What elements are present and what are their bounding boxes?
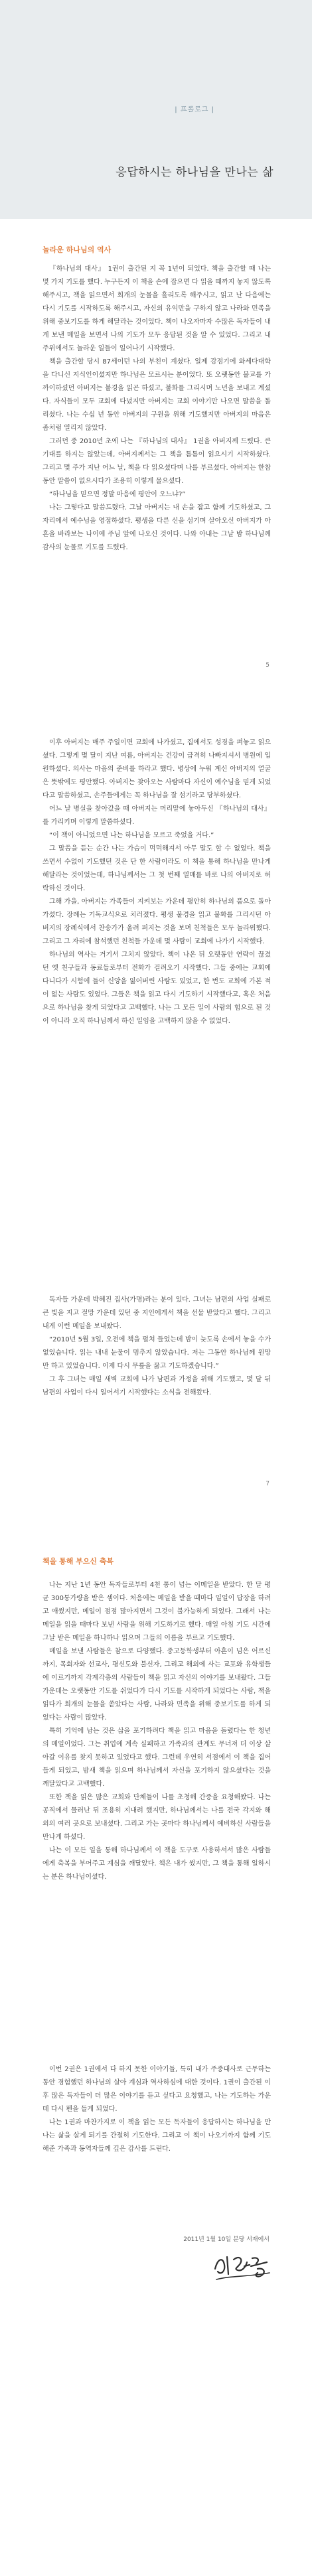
closing-date-place: 2011년 1월 10일 분당 서재에서 bbox=[183, 2236, 270, 2243]
section-heading-2: 책을 통해 부으신 축복 bbox=[42, 1557, 114, 1566]
paragraph: 이번 2권은 1권에서 다 하지 못한 이야기들, 특히 내가 주중대사로 근무하는 동안 경험했던 하나님의 살아 계심과 역사하심에 대한 것이다. 1권이 출간된 이후 많은 독자들이 더 많은 이야기를 듣고 싶다고 요청했고, 나는 기도하는 가운데 다시 펜을 들게 되었다. bbox=[42, 2066, 271, 2113]
quote-paragraph: “2010년 5월 3일, 오전에 책을 펼쳐 들었는데 밤이 늦도록 손에서 놓을 수가 없었습니다. 읽는 내내 눈물이 멈추지 않았습니다. 저는 그동안 하나님께 원망만 하고 있었습니다. 이제 다시 무릎을 꿇고 기도하겠습니다.” bbox=[42, 1336, 271, 1370]
paragraph: 이후 아버지는 매주 주일이면 교회에 나가셨고, 집에서도 성경을 펴놓고 읽으셨다. 그렇게 몇 달이 지난 여름, 아버지는 건강이 급격히 나빠지셔서 병원에 입원하셨다. 의사는 마음의 준비를 하라고 했다. 병상에 누워 계신 아버지의 얼굴은 뜻밖에도 평안했다. 아버지는 찾아오는 사람마다 자신이 예수님을 믿게 되었다고 말씀하셨고, 손주들에게는 꼭 하나님을 잘 섬기라고 당부하셨다. bbox=[42, 739, 271, 799]
paragraph: 특히 기억에 남는 것은 삶을 포기하려다 책을 읽고 마음을 돌렸다는 한 청년의 메일이었다. 그는 취업에 계속 실패하고 가족과의 관계도 무너져 더 이상 살아갈 이유를 찾지 못하고 있었다고 했다. 그런데 우연히 서점에서 이 책을 집어 들게 되었고, 밤새 책을 읽으며 하나님께서 자신을 포기하지 않으셨다는 것을 깨달았다고 고백했다. bbox=[42, 1728, 271, 1788]
paragraph: 나는 1권과 마찬가지로 이 책을 읽는 모든 독자들이 응답하시는 하나님을 만나는 삶을 살게 되기를 간절히 기도한다. 그리고 이 책이 나오기까지 함께 기도해준 가족과 동역자들께 깊은 감사를 드린다. bbox=[42, 2119, 271, 2153]
paragraph: 그러던 중 2010년 초에 나는 『하나님의 대사』 1권을 아버지께 드렸다. 큰 기대를 하지는 않았는데, 아버지께서는 그 책을 틈틈이 읽으시기 시작하셨다. 그리고 몇 주가 지난 어느 날, 책을 다 읽으셨다며 나를 부르셨다. 아버지는 한참 동안 말씀이 없으시다가 조용히 이렇게 물으셨다. bbox=[42, 438, 271, 485]
header-title-group bbox=[116, 103, 273, 179]
page-6-text bbox=[42, 736, 271, 1028]
prologue-label: | 프롤로그 | bbox=[175, 106, 215, 113]
paragraph: 그해 가을, 아버지는 가족들이 지켜보는 가운데 평안히 하나님의 품으로 돌아가셨다. 장례는 기독교식으로 치러졌다. 평생 불경을 읽고 불화를 그리시던 아버지의 장례식에서 찬송가가 울려 퍼지는 것을 보며 친척들은 모두 놀라워했다. 그리고 그 자리에 참석했던 친척들 가운데 몇 사람이 교회에 나가기 시작했다. bbox=[42, 898, 271, 945]
page-5-text bbox=[42, 263, 271, 555]
quote-paragraph: “이 책이 아니었으면 나는 하나님을 모르고 죽었을 거다.” bbox=[49, 832, 214, 839]
page-8-text bbox=[42, 1579, 271, 1884]
page-number-7: 7 bbox=[266, 1481, 270, 1487]
paragraph: 그 후 그녀는 매일 새벽 교회에 나가 남편과 가정을 위해 기도했고, 몇 달 뒤 남편의 사업이 다시 일어서기 시작했다는 소식을 전해왔다. bbox=[42, 1376, 271, 1396]
paragraph: 나는 지난 1년 동안 독자들로부터 4천 통이 넘는 이메일을 받았다. 한 달 평균 300통가량을 받은 셈이다. 처음에는 메일을 받을 때마다 일일이 답장을 하려고 애썼지만, 메일이 점점 많아지면서 그것이 불가능하게 되었다. 그래서 나는 메일을 읽을 때마다 보낸 사람을 위해 기도하기로 했다. 매일 아침 기도 시간에 그날 받은 메일을 하나하나 읽으며 그들의 이름을 부르고 기도했다. bbox=[42, 1582, 271, 1642]
paragraph: 독자들 가운데 박혜진 집사(가명)라는 분이 있다. 그녀는 남편의 사업 실패로 큰 빚을 지고 절망 가운데 있던 중 지인에게서 책을 선물 받았다고 했다. 그리고 내게 이런 메일을 보내왔다. bbox=[42, 1296, 271, 1330]
quote-paragraph: “하나님을 믿으면 정말 마음에 평안이 오느냐?” bbox=[49, 491, 186, 498]
paragraph: 메일을 보낸 사람들은 참으로 다양했다. 중고등학생부터 아흔이 넘은 어르신까지, 목회자와 선교사, 평신도와 불신자, 그리고 해외에 사는 교포와 유학생들에 이르기까지 각계각층의 사람들이 책을 읽고 자신의 이야기를 보내왔다. 그들 가운데는 오랫동안 기도를 쉬었다가 다시 기도를 시작하게 되었다는 사람, 책을 읽다가 회개의 눈물을 쏟았다는 사람, 나라와 민족을 위해 중보기도를 하게 되었다는 사람이 많았다. bbox=[42, 1648, 271, 1722]
header-band bbox=[0, 0, 312, 219]
author-signature bbox=[211, 2249, 272, 2283]
paragraph: 어느 날 병실을 찾아갔을 때 아버지는 머리맡에 놓아두신 『하나님의 대사』를 가리키며 이렇게 말씀하셨다. bbox=[42, 805, 271, 826]
paragraph: 또한 책을 읽은 많은 교회와 단체들이 나를 초청해 간증을 요청해왔다. 나는 공직에서 물러난 뒤 조용히 지내려 했지만, 하나님께서는 나를 전국 각지와 해외의 여러 곳으로 보내셨다. 그리고 가는 곳마다 하나님께서 예비하신 사람들을 만나게 하셨다. bbox=[42, 1794, 271, 1841]
paragraph: 그 말씀을 듣는 순간 나는 가슴이 먹먹해져서 아무 말도 할 수 없었다. 책을 쓰면서 수없이 기도했던 것은 단 한 사람이라도 이 책을 통해 하나님을 만나게 해달라는 것이었는데, 하나님께서는 그 첫 번째 열매를 바로 나의 아버지로 허락하신 것이다. bbox=[42, 845, 271, 892]
paragraph: 나는 그렇다고 말씀드렸다. 그날 아버지는 내 손을 잡고 함께 기도하셨고, 그 자리에서 예수님을 영접하셨다. 평생을 다른 신을 섬기며 살아오신 아버지가 아흔을 바라보는 나이에 주님 앞에 나오신 것이다. 나와 아내는 그날 밤 하나님께 감사의 눈물로 기도를 드렸다. bbox=[42, 504, 271, 551]
paragraph: 『하나님의 대사』 1권이 출간된 지 꼭 1년이 되었다. 책을 출간할 때 나는 몇 가지 기도를 했다. 누구든지 이 책을 손에 잡으면 다 읽을 때까지 놓지 않도록 해주시고, 책을 읽으면서 회개의 눈물을 흘리도록 해주시고, 읽고 난 다음에는 다시 기도를 시작하도록 해주시고, 자신의 유익만을 구하지 않고 나라와 민족을 위해 중보기도를 하게 해달라는 것이었다. 책이 나오자마자 수많은 독자들이 내게 보낸 메일을 보면서 나의 기도가 모두 응답된 것을 알 수 있었다. 그리고 내 주위에서도 놀라운 일들이 일어나기 시작했다. bbox=[42, 265, 271, 352]
page-9-text bbox=[42, 2063, 271, 2156]
page-title: 응답하시는 하나님을 만나는 삶 bbox=[116, 166, 273, 179]
page-number-5: 5 bbox=[266, 662, 270, 669]
paragraph: 책을 출간할 당시 87세이던 나의 부친이 계셨다. 일제 강점기에 와세다대학을 다니신 지식인이셨지만 하나님은 모르시는 분이었다. 또 오랫동안 불교를 가까이하셨던 아버지는 불경을 읽곤 하셨고, 불화를 그리시며 노년을 보내고 계셨다. 자식들이 모두 교회에 다녔지만 아버지는 교회 이야기만 나오면 말씀을 돌리셨다. 나는 수십 년 동안 아버지의 구원을 위해 기도했지만 아버지의 마음은 좀처럼 열리지 않았다. bbox=[42, 358, 271, 432]
section-heading-1: 놀라운 하나님의 역사 bbox=[42, 245, 112, 254]
paragraph: 나는 이 모든 일을 통해 하나님께서 이 책을 도구로 사용하셔서 많은 사람들에게 축복을 부어주고 계심을 깨달았다. 책은 내가 썼지만, 그 책을 통해 일하시는 분은 하나님이셨다. bbox=[42, 1847, 271, 1881]
page-7-text bbox=[42, 1294, 271, 1400]
paragraph: 하나님의 역사는 거기서 그치지 않았다. 책이 나온 뒤 오랫동안 연락이 끊겼던 옛 친구들과 동료들로부터 전화가 걸려오기 시작했다. 그들 중에는 교회에 다니다가 시험에 들어 신앙을 잃어버린 사람도 있었고, 한 번도 교회에 가본 적이 없는 사람도 있었다. 그들은 책을 읽고 다시 기도하기 시작했다고, 혹은 처음으로 하나님을 찾게 되었다고 고백했다. 나는 그 모든 일이 사람의 힘으로 된 것이 아니라 오직 하나님께서 하신 일임을 고백하지 않을 수 없었다. bbox=[42, 951, 271, 1025]
